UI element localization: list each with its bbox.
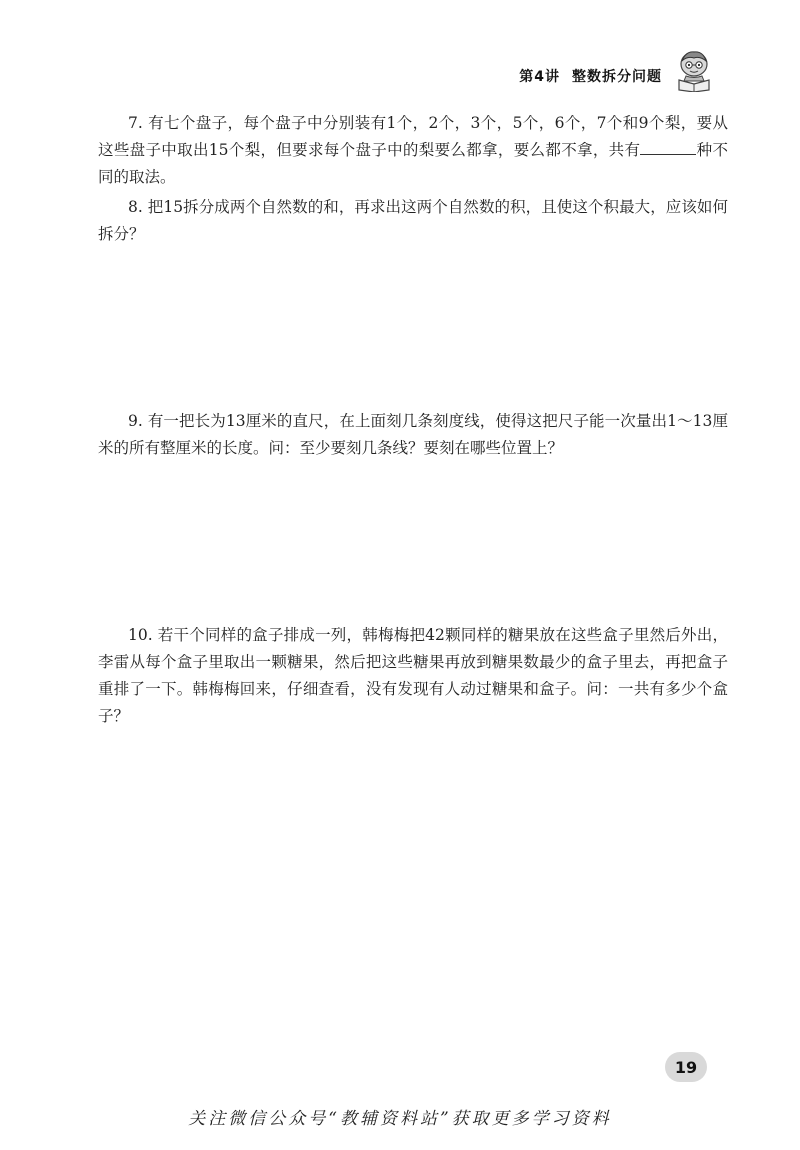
problem-9	[98, 408, 728, 462]
mascot-reading-icon	[674, 48, 714, 92]
problem-7-stem: 7. 有七个盘子，每个盘子中分别装有1个，2个，3个，5个，6个，7个和9个梨，要从这些盘子中取出15个梨，但要求每个盘子中的梨要么都拿，要么都不拿，共有	[98, 114, 728, 159]
lecture-topic: 整数拆分问题	[572, 69, 662, 85]
problem-8-text: 8. 把15拆分成两个自然数的和，再求出这两个自然数的积，且使这个积最大，应该如何拆分？	[98, 198, 728, 243]
problem-7-tail: 种不同的取法。	[98, 141, 728, 186]
problem-9-text: 9. 有一把长为13厘米的直尺，在上面刻几条刻度线，使得这把尺子能一次量出1～13厘米的所有整厘米的长度。问：至少要刻几条线？要刻在哪些位置上？	[98, 412, 728, 457]
problem-10-text: 10. 若干个同样的盒子排成一列，韩梅梅把42颗同样的糖果放在这些盒子里然后外出，李雷从每个盒子里取出一颗糖果，然后把这些糖果再放到糖果数最少的盒子里去，再把盒子重排了一下。韩梅梅回来，仔细查看，没有发现有人动过糖果和盒子。问：一共有多少个盒子？	[98, 626, 728, 725]
header-title	[519, 66, 662, 86]
footer-note: 关注微信公众号“教辅资料站”获取更多学习资料	[188, 1109, 612, 1129]
lecture-number: 第4讲	[519, 69, 560, 85]
page-number-badge: 19	[665, 1052, 707, 1082]
problem-7-text	[98, 110, 728, 191]
problem-8	[98, 194, 728, 248]
problem-10	[98, 622, 728, 730]
answer-blank[interactable]	[640, 140, 696, 155]
problem-7	[98, 110, 728, 191]
